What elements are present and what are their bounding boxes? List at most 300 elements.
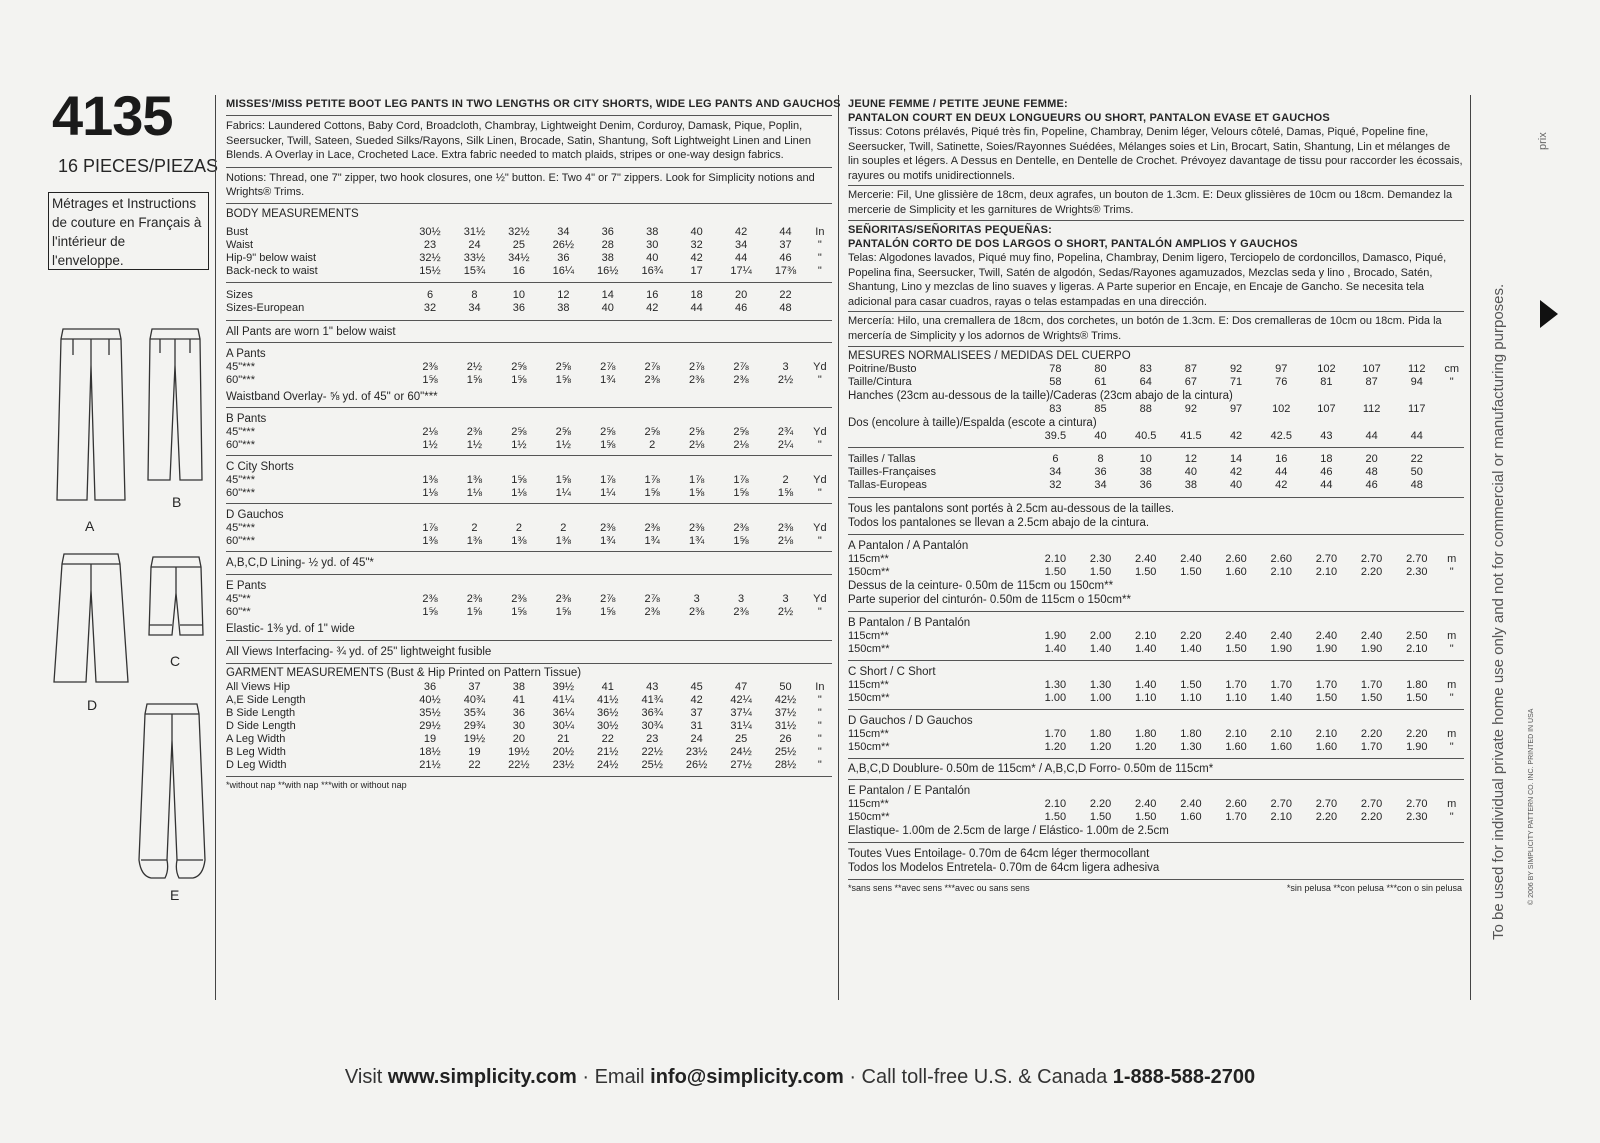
table-cell: 34½ xyxy=(508,251,530,264)
table-cell: 2¾ xyxy=(777,425,794,438)
table-cell: 25½ xyxy=(641,758,663,771)
french-note-line: l'enveloppe. xyxy=(52,253,124,268)
table-cell: 40½ xyxy=(419,693,441,706)
table-cell: 1⅝ xyxy=(466,605,483,618)
table-cell: 2⅜ xyxy=(466,592,483,605)
table-cell: 2⅞ xyxy=(600,360,616,373)
table-row xyxy=(226,746,832,759)
yardage-view-block xyxy=(226,347,832,404)
table-cell: 41¼ xyxy=(552,693,575,706)
table-row xyxy=(226,439,832,452)
table-cell: 102 xyxy=(1272,403,1291,415)
dos-label: Dos (encolure à taille)/Espalda (escote a cintura) xyxy=(848,417,1097,429)
table-cell: 1.10 xyxy=(1225,692,1247,704)
unit-cell: " xyxy=(817,745,822,758)
view-title: C Short / C Short xyxy=(848,666,936,678)
table-cell: 36 xyxy=(557,251,570,264)
yardage-view-block xyxy=(848,539,1464,607)
table-cell: 44 xyxy=(1275,466,1288,478)
table-cell: 1.60 xyxy=(1180,811,1202,823)
table-cell: 2.00 xyxy=(1089,630,1112,642)
table-cell: 1.50 xyxy=(1135,811,1157,823)
table-cell: 1½ xyxy=(555,438,571,451)
unit-cell: " xyxy=(817,693,822,706)
measurement-table xyxy=(848,403,1464,416)
view-title: B Pants xyxy=(226,412,267,425)
table-cell: 24½ xyxy=(597,758,619,771)
table-cell: 2.70 xyxy=(1360,553,1383,565)
table-cell: 2⅛ xyxy=(422,425,438,438)
fr-title: JEUNE FEMME / PETITE JEUNE FEMME: xyxy=(848,98,1068,110)
table-cell: 42¼ xyxy=(730,693,752,706)
interfacing-note: All Views Interfacing- ¾ yd. of 25" lightweight fusible xyxy=(226,645,492,658)
table-cell: 8 xyxy=(1097,453,1104,465)
table-cell: 2.10 xyxy=(1044,798,1067,810)
table-cell: 42½ xyxy=(774,693,797,706)
table-cell: 1.80 xyxy=(1135,728,1157,740)
doublure-note: A,B,C,D Doublure- 0.50m de 115cm* / A,B,C,D Forro- 0.50m de 115cm* xyxy=(848,763,1214,775)
table-row xyxy=(226,252,832,265)
row-label: Taille/Cintura xyxy=(848,376,912,388)
table-cell: 1.60 xyxy=(1315,741,1338,753)
table-cell: 38 xyxy=(557,301,570,314)
unit-cell: " xyxy=(817,251,822,264)
table-cell: 1.40 xyxy=(1270,692,1292,704)
table-cell: 92 xyxy=(1229,363,1243,375)
table-cell: 1.10 xyxy=(1180,692,1202,704)
table-cell: 2⅜ xyxy=(466,425,483,438)
row-label: 60"*** xyxy=(226,373,255,386)
table-row xyxy=(848,728,1464,741)
measurement-table xyxy=(226,426,832,452)
pieces-count: 16 PIECES/PIEZAS xyxy=(58,156,219,176)
table-cell: 112 xyxy=(1362,403,1381,415)
table-cell: 2⅝ xyxy=(555,425,571,438)
table-cell: 28½ xyxy=(774,758,797,771)
table-cell: 1.70 xyxy=(1315,679,1338,691)
table-cell: 112 xyxy=(1408,363,1426,375)
row-label: D Side Length xyxy=(226,719,296,732)
row-label: Hip-9" below waist xyxy=(226,251,317,264)
table-cell: 24½ xyxy=(730,745,752,758)
table-row xyxy=(226,759,832,772)
table-cell: 37 xyxy=(690,706,703,719)
table-row xyxy=(848,553,1464,566)
table-cell: 25 xyxy=(512,238,526,251)
table-cell: 2.70 xyxy=(1270,798,1292,810)
unit-cell xyxy=(1439,466,1464,479)
table-row xyxy=(848,566,1464,579)
table-cell: 2⅜ xyxy=(644,521,660,534)
table-cell: 2⅜ xyxy=(688,373,705,386)
table-cell: 1.00 xyxy=(1089,692,1112,704)
table-cell: 1½ xyxy=(422,438,438,451)
row-label: Tailles / Tallas xyxy=(848,453,916,465)
table-cell: 30¾ xyxy=(641,719,663,732)
table-cell: 1.50 xyxy=(1360,692,1383,704)
table-cell: 31½ xyxy=(774,719,797,732)
table-cell: 80 xyxy=(1094,363,1107,375)
table-cell: 87 xyxy=(1184,363,1198,375)
table-cell: 10 xyxy=(1139,453,1152,465)
table-cell: 19 xyxy=(423,732,437,745)
table-cell: 1.00 xyxy=(1044,692,1067,704)
view-title: A Pants xyxy=(226,347,266,360)
figure-label-a: A xyxy=(85,518,95,534)
note-es: Todos los pantalones se llevan a 2.5cm abajo de la cintura. xyxy=(848,517,1150,529)
table-cell: 47 xyxy=(734,680,748,693)
table-cell: 1⅝ xyxy=(600,605,616,618)
table-cell: 1.40 xyxy=(1089,643,1112,655)
view-a-drawing xyxy=(55,325,127,505)
table-cell: 1.40 xyxy=(1044,643,1067,655)
table-cell: 97 xyxy=(1229,403,1243,415)
table-cell: 50 xyxy=(779,680,792,693)
table-cell: 1⅞ xyxy=(688,473,705,486)
unit-cell xyxy=(808,289,832,302)
divider xyxy=(226,167,832,168)
table-cell: 1.90 xyxy=(1270,643,1292,655)
row-label: A,E Side Length xyxy=(226,693,306,706)
table-cell: 18 xyxy=(690,288,703,301)
table-cell: 78 xyxy=(1049,363,1062,375)
unit-cell xyxy=(1439,479,1464,492)
row-label: 115cm** xyxy=(848,798,889,810)
table-cell: 40 xyxy=(690,225,703,238)
row-label: B Leg Width xyxy=(226,745,286,758)
table-cell: 14 xyxy=(1229,453,1243,465)
measurement-table xyxy=(226,289,832,315)
table-cell: 25 xyxy=(734,732,748,745)
table-cell: 43 xyxy=(1320,430,1333,442)
unit-cell xyxy=(1439,453,1464,466)
row-label: 60"** xyxy=(226,605,251,618)
table-cell: 19½ xyxy=(463,732,486,745)
table-cell: 22½ xyxy=(508,758,530,771)
table-cell: 1⅞ xyxy=(422,521,438,534)
figure-label-e: E xyxy=(170,887,180,903)
table-cell: 2⅜ xyxy=(555,592,571,605)
row-label: 45"*** xyxy=(226,425,255,438)
table-cell: 2 xyxy=(649,438,656,451)
table-cell: 22 xyxy=(601,732,614,745)
row-label: Tallas-Europeas xyxy=(848,479,927,491)
table-cell: 40 xyxy=(646,251,659,264)
table-cell: 30¼ xyxy=(552,719,575,732)
website-link[interactable]: www.simplicity.com xyxy=(387,1066,577,1088)
table-cell: 67 xyxy=(1184,376,1198,388)
unit-cell: " xyxy=(1449,566,1454,578)
row-label: B Side Length xyxy=(226,706,296,719)
mesures-table xyxy=(848,363,1464,389)
table-cell: 94 xyxy=(1410,376,1423,388)
table-cell: 2.40 xyxy=(1225,630,1247,642)
table-cell: 34 xyxy=(1049,466,1062,478)
table-cell: 21½ xyxy=(597,745,619,758)
garment-measurements-title: GARMENT MEASUREMENTS (Bust & Hip Printed on Pattern Tissue) xyxy=(226,666,582,679)
row-label: 115cm** xyxy=(848,553,889,565)
table-cell: 38 xyxy=(1139,466,1152,478)
table-cell: 17 xyxy=(690,264,703,277)
table-cell: 2⅞ xyxy=(688,360,705,373)
table-row xyxy=(848,479,1464,492)
table-cell: 16¾ xyxy=(641,264,663,277)
row-label: Waist xyxy=(226,238,254,251)
es-subtitle: PANTALÓN CORTO DE DOS LARGOS O SHORT, PANTALÓN AMPLIOS Y GAUCHOS xyxy=(848,238,1298,250)
table-cell: 20 xyxy=(512,732,526,745)
table-cell: 36 xyxy=(512,706,526,719)
table-cell: 2.30 xyxy=(1406,566,1428,578)
table-cell: 23½ xyxy=(685,745,708,758)
view-c-drawing xyxy=(147,553,205,643)
table-row xyxy=(226,720,832,733)
table-cell: 37 xyxy=(779,238,792,251)
table-cell: 28 xyxy=(601,238,614,251)
table-cell: 88 xyxy=(1139,403,1152,415)
english-title: MISSES'/MISS PETITE BOOT LEG PANTS IN TWO LENGTHS OR CITY SHORTS, WIDE LEG PANTS AND GAUCHOS xyxy=(226,98,841,110)
table-cell: 1.80 xyxy=(1089,728,1112,740)
view-title: D Gauchos / D Gauchos xyxy=(848,715,973,727)
table-cell: 1⅝ xyxy=(422,373,438,386)
table-cell: 42 xyxy=(734,225,748,238)
hanches-label: Hanches (23cm au-dessous de la taille)/Caderas (23cm abajo de la cintura) xyxy=(848,390,1233,402)
table-cell: 92 xyxy=(1184,403,1198,415)
table-cell: 35¾ xyxy=(463,706,486,719)
footer-contact xyxy=(0,1066,1600,1089)
table-cell: 37½ xyxy=(774,706,797,719)
table-cell: 17¼ xyxy=(730,264,752,277)
table-cell: 2.10 xyxy=(1270,566,1292,578)
table-cell: 81 xyxy=(1320,376,1333,388)
view-b-drawing xyxy=(146,325,204,485)
fr-mercerie-text: Mercerie: Fil, Une glissière de 18cm, deux agrafes, un bouton de 1.3cm. E: Deux glissières de 10cm ou 18cm. Demandez la mercerie de Simplicity et les garnitures de Wrights® Trims. xyxy=(848,189,1453,216)
table-cell: 44 xyxy=(1410,430,1423,442)
table-cell: 2⅜ xyxy=(511,592,527,605)
row-label: Sizes xyxy=(226,288,253,301)
table-cell: 32 xyxy=(690,238,703,251)
email-link[interactable]: info@simplicity.com xyxy=(650,1066,844,1088)
table-cell: 2⅜ xyxy=(777,521,794,534)
table-cell: 1⅜ xyxy=(466,473,483,486)
unit-cell: " xyxy=(817,706,822,719)
table-cell: 2⅝ xyxy=(600,425,616,438)
table-cell: 6 xyxy=(1052,453,1059,465)
table-cell: 17⅜ xyxy=(774,264,797,277)
table-cell: 1⅝ xyxy=(777,486,794,499)
table-cell: 39½ xyxy=(552,680,575,693)
table-cell: 2.20 xyxy=(1089,798,1112,810)
table-cell: 1¾ xyxy=(644,534,660,547)
row-label: 150cm** xyxy=(848,643,890,655)
fr-es-footnotes xyxy=(848,883,1464,895)
table-cell: 2⅜ xyxy=(688,605,705,618)
table-cell: 2.40 xyxy=(1315,630,1338,642)
divider xyxy=(226,551,832,552)
table-cell: 1.20 xyxy=(1044,741,1067,753)
yardage-view-block xyxy=(848,784,1464,838)
table-cell: 3 xyxy=(782,592,789,605)
pointer-mark-icon xyxy=(1540,300,1558,328)
table-cell: 23½ xyxy=(552,758,575,771)
table-cell: 48 xyxy=(1365,466,1378,478)
table-cell: 42 xyxy=(1229,430,1243,442)
body-measurements-table xyxy=(226,226,832,278)
table-cell: 46 xyxy=(1320,466,1333,478)
table-cell: 2⅞ xyxy=(733,360,749,373)
table-cell: 36¾ xyxy=(641,706,663,719)
table-cell: 1.20 xyxy=(1089,741,1112,753)
table-cell: 3 xyxy=(738,592,745,605)
table-cell: 1.80 xyxy=(1406,679,1428,691)
table-cell: 36 xyxy=(423,680,437,693)
table-cell: 34 xyxy=(557,225,570,238)
unit-cell: m xyxy=(1447,728,1457,740)
measurement-table xyxy=(848,430,1464,443)
table-cell: 41½ xyxy=(597,693,619,706)
table-cell: 31½ xyxy=(463,225,486,238)
table-cell: 32 xyxy=(1049,479,1062,491)
table-cell: 1.60 xyxy=(1225,566,1247,578)
footnotes-es: *sin pelusa **con pelusa ***con o sin pelusa xyxy=(1286,883,1462,893)
table-cell: 2.10 xyxy=(1044,553,1067,565)
table-cell: 97 xyxy=(1275,363,1288,375)
unit-cell: " xyxy=(817,534,822,547)
divider xyxy=(848,447,1464,448)
table-cell: 40 xyxy=(601,301,614,314)
table-cell: 30½ xyxy=(419,225,441,238)
table-cell: 44 xyxy=(690,301,703,314)
table-cell: 39.5 xyxy=(1044,430,1067,442)
table-cell: 22 xyxy=(1410,453,1423,465)
table-row xyxy=(848,466,1464,479)
footer-visit: Visit xyxy=(344,1066,388,1088)
column-divider xyxy=(1470,95,1471,1000)
table-cell: 2⅝ xyxy=(511,425,527,438)
view-title: A Pantalon / A Pantalón xyxy=(848,540,969,552)
divider xyxy=(226,455,832,456)
table-cell: 16½ xyxy=(597,264,619,277)
table-row xyxy=(848,692,1464,705)
table-cell: 23 xyxy=(423,238,437,251)
all-pants-note: All Pants are worn 1" below waist xyxy=(226,325,396,338)
table-row xyxy=(848,403,1464,416)
lining-note: A,B,C,D Lining- ½ yd. of 45"* xyxy=(226,556,374,569)
body-measurements-title: BODY MEASUREMENTS xyxy=(226,207,359,220)
row-label: 150cm** xyxy=(848,741,890,753)
table-cell: 2⅝ xyxy=(511,360,527,373)
table-cell: 46 xyxy=(779,251,792,264)
table-cell: 16 xyxy=(646,288,659,301)
unit-cell: " xyxy=(1449,692,1454,704)
table-cell: 85 xyxy=(1094,403,1107,415)
unit-cell: m xyxy=(1447,553,1457,565)
table-cell: 2.70 xyxy=(1315,553,1338,565)
table-cell: 50 xyxy=(1410,466,1423,478)
table-cell: 1.70 xyxy=(1044,728,1067,740)
table-cell: 18½ xyxy=(419,745,441,758)
table-cell: 2.10 xyxy=(1315,566,1338,578)
table-row xyxy=(226,535,832,548)
table-row xyxy=(226,289,832,302)
table-cell: 41 xyxy=(512,693,526,706)
table-cell: 1.90 xyxy=(1044,630,1067,642)
unit-cell: m xyxy=(1447,630,1457,642)
es-telas-text: Telas: Algodones lavados, Piqué muy fino, Popelina, Chambray, Denim ligero, Terciopelo de cordoncillos, Damasco, Piqué, Popelina fina, Seersucker, Twill, Satén de algodón, Sedas/Rayones agamuzados, Mezclas seda y lino , Brocado, Satén, Shantung, Lino y mezclas de lino suaves y ligeras. A Parte superior en Encaje, en Encaje de Gancho. Se necesita tela adicional para casar cuadros, rayas o telas estampadas en una dirección. xyxy=(848,252,1447,308)
row-label: D Leg Width xyxy=(226,758,287,771)
unit-cell: Yd xyxy=(813,521,827,534)
table-cell: 1.10 xyxy=(1135,692,1157,704)
unit-cell: " xyxy=(817,605,822,618)
row-label: 45"*** xyxy=(226,521,255,534)
table-cell: 40¾ xyxy=(463,693,486,706)
table-cell: 40 xyxy=(1184,466,1198,478)
table-cell: 71 xyxy=(1229,376,1243,388)
row-label: 115cm** xyxy=(848,728,889,740)
divider xyxy=(226,320,832,321)
view-title: E Pants xyxy=(226,579,267,592)
table-cell: 2½ xyxy=(777,373,794,386)
note-fr: Tous les pantalons sont portés à 2.5cm au-dessous de la tailles. xyxy=(848,503,1175,515)
row-label: 115cm** xyxy=(848,679,889,691)
row-label: 45"*** xyxy=(226,360,255,373)
table-cell: 1.60 xyxy=(1270,741,1292,753)
table-cell: 33½ xyxy=(463,251,486,264)
table-cell: 1.90 xyxy=(1406,741,1428,753)
unit-cell: " xyxy=(817,758,822,771)
yardage-view-block xyxy=(848,616,1464,656)
table-cell: 1.70 xyxy=(1225,811,1247,823)
phone-number: 1-888-588-2700 xyxy=(1112,1066,1256,1088)
table-cell: 40 xyxy=(1094,430,1107,442)
table-cell: 23 xyxy=(646,732,659,745)
table-cell: 21½ xyxy=(419,758,441,771)
table-cell: 38 xyxy=(1184,479,1198,491)
table-cell: 30 xyxy=(646,238,659,251)
divider xyxy=(848,842,1464,843)
measurement-table xyxy=(226,681,832,772)
tailles-table xyxy=(848,453,1464,492)
pattern-number: 4135 xyxy=(52,84,173,147)
table-cell: 42.5 xyxy=(1270,430,1292,442)
divider xyxy=(226,203,832,204)
table-row xyxy=(848,453,1464,466)
table-cell: 1.80 xyxy=(1180,728,1202,740)
measurement-table xyxy=(848,679,1464,705)
table-row xyxy=(226,265,832,278)
table-cell: 44 xyxy=(779,225,792,238)
measurement-table xyxy=(226,226,832,278)
table-cell: 2½ xyxy=(777,605,794,618)
table-cell: 16¼ xyxy=(552,264,575,277)
table-cell: 15½ xyxy=(419,264,441,277)
table-cell: 36 xyxy=(601,225,614,238)
table-cell: 2⅝ xyxy=(644,425,660,438)
table-cell: 2.40 xyxy=(1360,630,1383,642)
table-cell: 27½ xyxy=(730,758,752,771)
table-cell: 64 xyxy=(1139,376,1152,388)
table-cell: 1⅜ xyxy=(422,534,438,547)
table-cell: 2.60 xyxy=(1225,553,1247,565)
table-row xyxy=(848,811,1464,824)
table-cell: 1½ xyxy=(511,438,527,451)
table-cell: 38 xyxy=(601,251,614,264)
view-title: E Pantalon / E Pantalón xyxy=(848,785,971,797)
table-cell: 19½ xyxy=(508,745,530,758)
table-cell: 2⅝ xyxy=(688,425,705,438)
table-cell: 34 xyxy=(734,238,748,251)
table-cell: 26 xyxy=(779,732,792,745)
footer-call: · Call toll-free U.S. & Canada xyxy=(843,1066,1113,1088)
